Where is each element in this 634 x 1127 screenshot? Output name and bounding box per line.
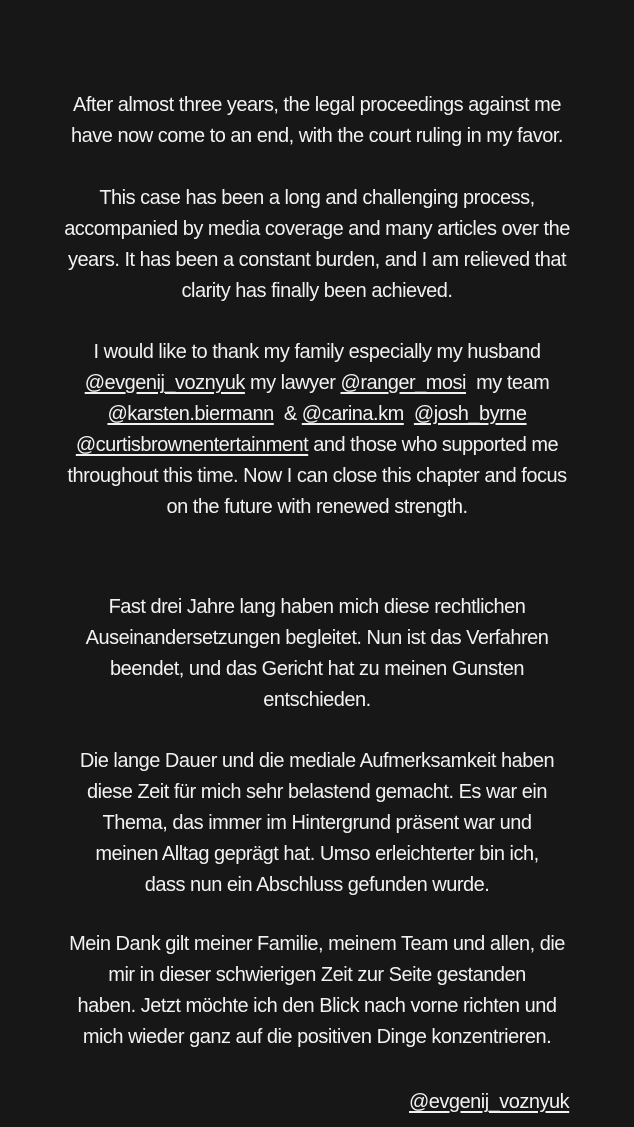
text-fragment: my team — [465, 372, 550, 394]
text-line: accompanied by media coverage and many articles over the — [64, 218, 570, 240]
german-paragraph-1 — [0, 592, 634, 716]
english-paragraph-3 — [0, 337, 634, 523]
text-line: Auseinandersetzungen begleitet. Nun ist das Verfahren — [85, 627, 549, 649]
text-line: Die lange Dauer und die mediale Aufmerksamkeit haben — [79, 750, 555, 772]
text-line: on the future with renewed strength. — [166, 496, 468, 518]
text-line: mir in dieser schwierigen Zeit zur Seite gestanden — [108, 964, 526, 986]
text-line: entschieden. — [263, 689, 371, 711]
text-line: Thema, das immer im Hintergrund präsent war und — [102, 812, 532, 834]
english-paragraph-1 — [0, 90, 634, 152]
german-paragraph-3 — [0, 929, 634, 1053]
mention-team-karsten[interactable]: @karsten.biermann — [107, 403, 274, 425]
text-fragment: & — [273, 403, 302, 425]
text-line: After almost three years, the legal proceedings against me — [73, 94, 561, 116]
english-paragraph-2 — [0, 183, 634, 307]
text-line: Mein Dank gilt meiner Familie, meinem Team und allen, die — [69, 933, 565, 955]
text-line: meinen Alltag geprägt hat. Umso erleichterter bin ich, — [95, 843, 539, 865]
text-fragment: my lawyer — [244, 372, 341, 394]
footer-mention-tag[interactable]: @evgenij_voznyuk — [409, 1091, 570, 1113]
text-line: Fast drei Jahre lang haben mich diese rechtlichen — [108, 596, 526, 618]
text-line: diese Zeit für mich sehr belastend gemacht. Es war ein — [87, 781, 547, 803]
text-line: years. It has been a constant burden, and I am relieved that — [67, 249, 567, 271]
text-line: mich wieder ganz auf die positiven Dinge konzentrieren. — [82, 1026, 552, 1048]
text-line: I would like to thank my family especially my husband — [93, 341, 541, 363]
text-line: dass nun ein Abschluss gefunden wurde. — [144, 874, 490, 896]
text-line: haben. Jetzt möchte ich den Blick nach vorne richten und — [77, 995, 557, 1017]
mention-team-josh[interactable]: @josh_byrne — [413, 403, 527, 425]
mention-team-carina[interactable]: @carina.km — [301, 403, 404, 425]
mention-agency[interactable]: @curtisbrownentertainment — [75, 434, 309, 456]
text-line: throughout this time. Now I can close this chapter and focus — [67, 465, 567, 487]
text-line: clarity has finally been achieved. — [181, 280, 453, 302]
text-line: beendet, und das Gericht hat zu meinen Gunsten — [110, 658, 524, 680]
text-line: have now come to an end, with the court ruling in my favor. — [71, 125, 563, 147]
mention-lawyer[interactable]: @ranger_mosi — [340, 372, 466, 394]
mention-husband[interactable]: @evgenij_voznyuk — [84, 372, 245, 394]
text-line: This case has been a long and challenging process, — [99, 187, 535, 209]
text-fragment: and those who supported me — [308, 434, 559, 456]
german-paragraph-2 — [0, 746, 634, 901]
text-fragment — [404, 403, 414, 425]
